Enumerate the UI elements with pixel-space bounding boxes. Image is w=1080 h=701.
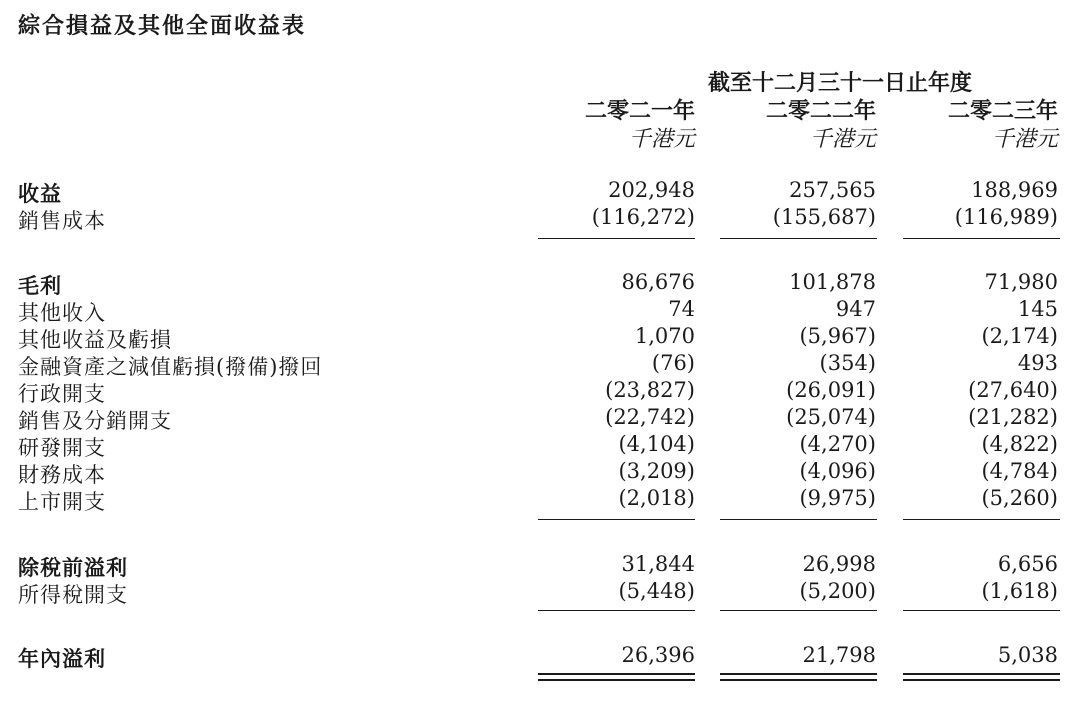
double-total-rule (538, 673, 695, 675)
double-total-rule (903, 673, 1060, 675)
subtotal-rule (538, 238, 695, 239)
row-value: 947 (835, 297, 876, 321)
double-total-rule (720, 679, 877, 681)
row-label: 行政開支 (18, 382, 106, 406)
row-label: 收益 (18, 181, 62, 206)
row-value: 74 (668, 297, 695, 321)
unit-label-2021: 千港元 (628, 127, 695, 152)
row-value: (155,687) (772, 205, 876, 229)
year-header-2021: 二零二一年 (584, 98, 695, 124)
statement-title: 綜合損益及其他全面收益表 (18, 13, 307, 39)
row-value: (5,448) (618, 579, 695, 603)
subtotal-rule (903, 238, 1060, 239)
row-value: 5,038 (997, 643, 1058, 667)
row-label: 所得稅開支 (18, 583, 128, 607)
table-row (0, 178, 1080, 205)
subtotal-rule (720, 238, 877, 239)
row-value: 257,565 (789, 178, 876, 202)
row-value: 71,980 (984, 270, 1058, 294)
table-row (0, 297, 1080, 324)
row-value: (9,975) (799, 486, 876, 510)
row-value: 31,844 (621, 552, 695, 576)
row-value: (76) (651, 351, 695, 375)
table-row (0, 205, 1080, 232)
table-row (0, 432, 1080, 459)
row-label: 財務成本 (18, 463, 106, 487)
row-value: (25,074) (786, 405, 876, 429)
table-row (0, 270, 1080, 297)
table-row (0, 459, 1080, 486)
year-header-2023: 二零二三年 (947, 98, 1058, 124)
row-value: (116,989) (954, 205, 1058, 229)
row-value: 26,998 (802, 552, 876, 576)
row-value: (3,209) (618, 459, 695, 483)
subtotal-rule (538, 610, 695, 611)
table-row (0, 324, 1080, 351)
period-header: 截至十二月三十一日止年度 (707, 70, 972, 96)
row-value: (21,282) (968, 405, 1058, 429)
row-value: (354) (819, 351, 876, 375)
table-row (0, 643, 1080, 670)
row-value: 145 (1017, 297, 1058, 321)
row-label: 銷售及分銷開支 (18, 409, 172, 433)
double-total-rule (903, 679, 1060, 681)
row-label: 研發開支 (18, 436, 106, 460)
row-value: (4,822) (981, 432, 1058, 456)
table-row (0, 378, 1080, 405)
year-header-2022: 二零二二年 (765, 98, 876, 124)
row-value: (4,270) (799, 432, 876, 456)
row-value: (27,640) (968, 378, 1058, 402)
subtotal-rule (903, 519, 1060, 520)
row-value: (5,200) (799, 579, 876, 603)
row-value: 86,676 (621, 270, 695, 294)
table-row (0, 552, 1080, 579)
row-value: 202,948 (608, 178, 695, 202)
row-label: 金融資產之減值虧損(撥備)撥回 (18, 355, 323, 379)
row-value: (1,618) (981, 579, 1058, 603)
unit-label-2023: 千港元 (991, 127, 1058, 152)
row-value: 101,878 (789, 270, 876, 294)
row-value: (2,018) (618, 486, 695, 510)
row-label: 上市開支 (18, 490, 106, 514)
subtotal-rule (720, 519, 877, 520)
double-total-rule (538, 679, 695, 681)
row-value: (116,272) (591, 205, 695, 229)
row-label: 年內溢利 (18, 646, 106, 671)
subtotal-rule (538, 519, 695, 520)
subtotal-rule (903, 610, 1060, 611)
row-label: 除稅前溢利 (18, 555, 128, 580)
unit-label-2022: 千港元 (809, 127, 876, 152)
row-value: (26,091) (786, 378, 876, 402)
row-label: 其他收益及虧損 (18, 328, 172, 352)
row-label: 其他收入 (18, 301, 106, 325)
table-row (0, 486, 1080, 513)
row-value: (5,967) (799, 324, 876, 348)
subtotal-rule (720, 610, 877, 611)
row-value: 188,969 (971, 178, 1058, 202)
row-value: (4,104) (618, 432, 695, 456)
row-value: (23,827) (605, 378, 695, 402)
row-value: 21,798 (802, 643, 876, 667)
row-value: (2,174) (981, 324, 1058, 348)
row-value: 1,070 (634, 324, 695, 348)
row-value: 6,656 (997, 552, 1058, 576)
row-value: (4,784) (981, 459, 1058, 483)
row-value: (5,260) (981, 486, 1058, 510)
row-value: 26,396 (621, 643, 695, 667)
table-row (0, 351, 1080, 378)
table-row (0, 405, 1080, 432)
row-value: (22,742) (605, 405, 695, 429)
row-label: 銷售成本 (18, 209, 106, 233)
row-value: 493 (1017, 351, 1058, 375)
table-row (0, 579, 1080, 606)
double-total-rule (720, 673, 877, 675)
row-value: (4,096) (799, 459, 876, 483)
row-label: 毛利 (18, 273, 62, 298)
